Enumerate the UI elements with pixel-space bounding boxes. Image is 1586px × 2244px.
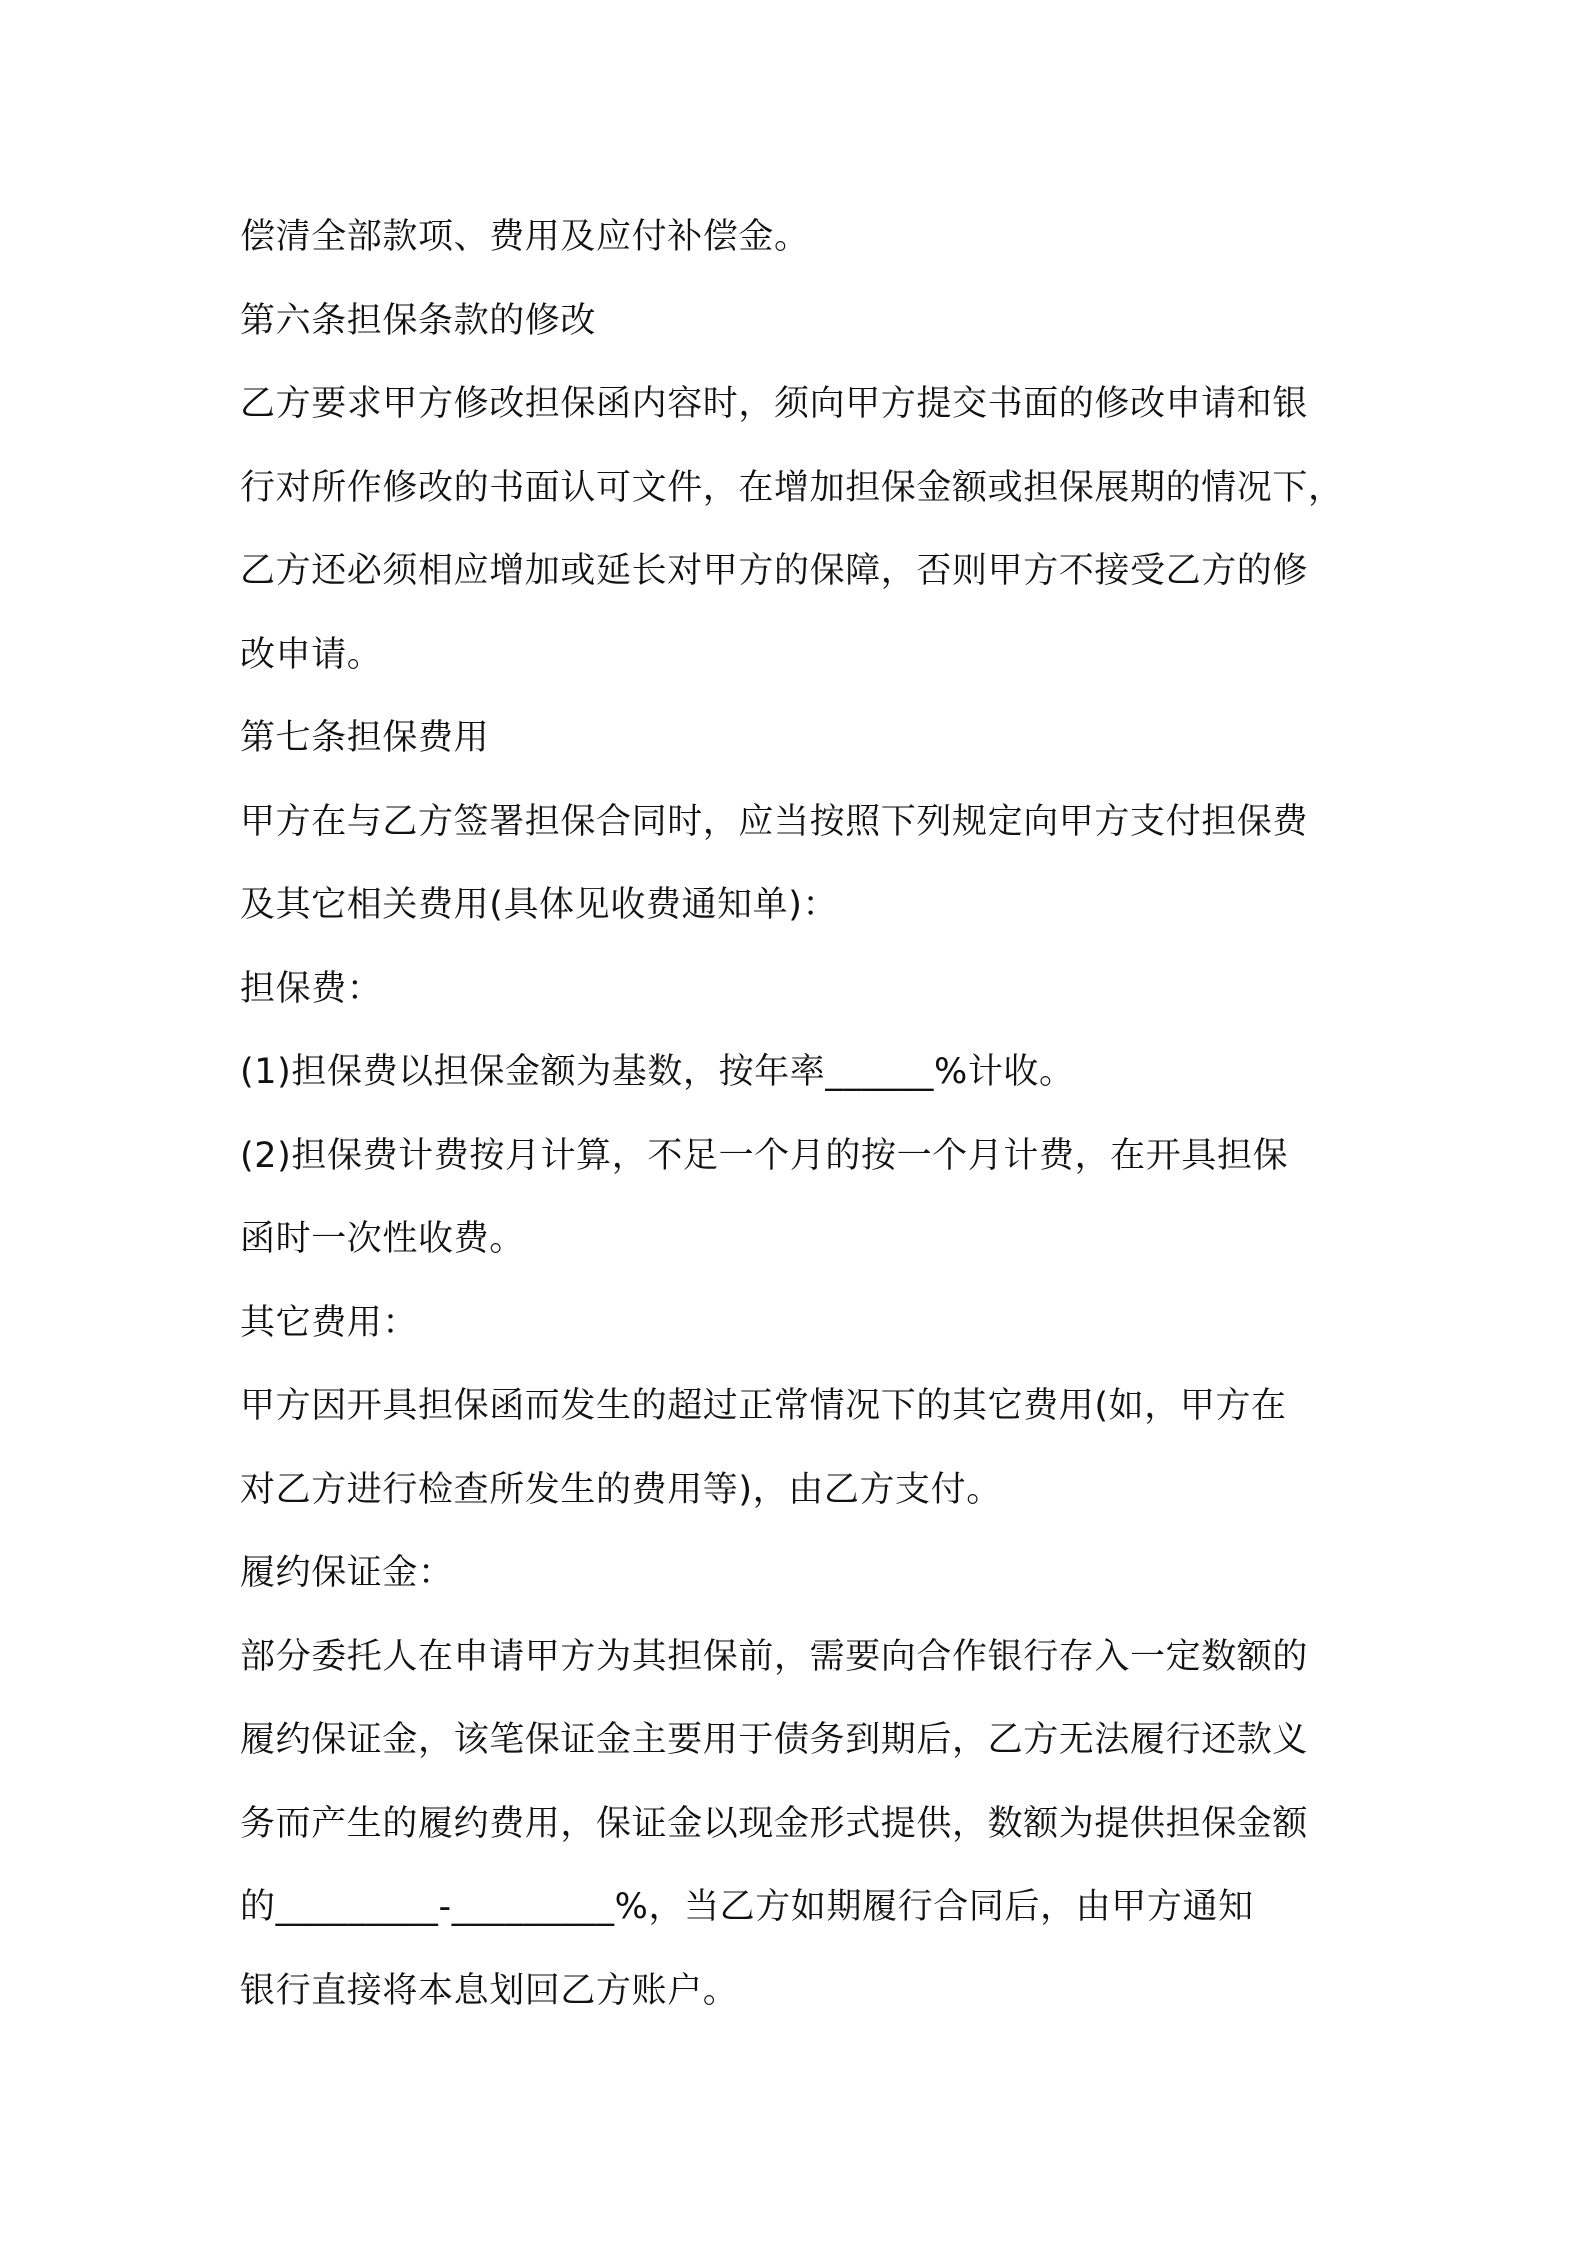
text-line: 改申请。: [240, 634, 383, 675]
text-line: (1)担保费以担保金额为基数，按年率______%计收。: [240, 1052, 1075, 1092]
text-line: 对乙方进行检查所发生的费用等)，由乙方支付。: [240, 1469, 1002, 1510]
text-line: 甲方在与乙方签署担保合同时，应当按照下列规定向甲方支付担保费: [240, 801, 1309, 842]
text-line: 部分委托人在申请甲方为其担保前，需要向合作银行存入一定数额的: [240, 1636, 1309, 1677]
subheading-other-fees: 其它费用：: [240, 1302, 419, 1343]
section-heading-article-7: 第七条担保费用: [240, 718, 490, 758]
text-line: 及其它相关费用(具体见收费通知单)：: [240, 885, 839, 925]
section-heading-article-6: 第六条担保条款的修改: [240, 300, 597, 341]
text-line: (2)担保费计费按月计算，不足一个月的按一个月计费，在开具担保: [240, 1135, 1289, 1176]
text-line: 务而产生的履约费用，保证金以现金形式提供，数额为提供担保金额: [240, 1803, 1309, 1844]
text-line: 乙方要求甲方修改担保函内容时，须向甲方提交书面的修改申请和银: [240, 384, 1309, 424]
text-line: 行对所作修改的书面认可文件，在增加担保金额或担保展期的情况下，: [240, 467, 1344, 508]
text-line: 函时一次性收费。: [240, 1219, 525, 1259]
text-line: 偿清全部款项、费用及应付补偿金。: [240, 217, 810, 257]
text-line: 履约保证金，该笔保证金主要用于债务到期后，乙方无法履行还款义: [240, 1720, 1309, 1760]
subheading-guarantee-fee: 担保费：: [240, 968, 383, 1009]
text-line: 银行直接将本息划回乙方账户。: [240, 1970, 739, 2011]
document-body: [240, 196, 1400, 2033]
text-line: 乙方还必须相应增加或延长对甲方的保障，否则甲方不接受乙方的修: [240, 551, 1309, 591]
text-line: 甲方因开具担保函而发生的超过正常情况下的其它费用(如，甲方在: [240, 1386, 1287, 1426]
text-line: 的_________-_________%，当乙方如期履行合同后，由甲方通知: [240, 1887, 1254, 1927]
subheading-performance-deposit: 履约保证金：: [240, 1553, 454, 1593]
